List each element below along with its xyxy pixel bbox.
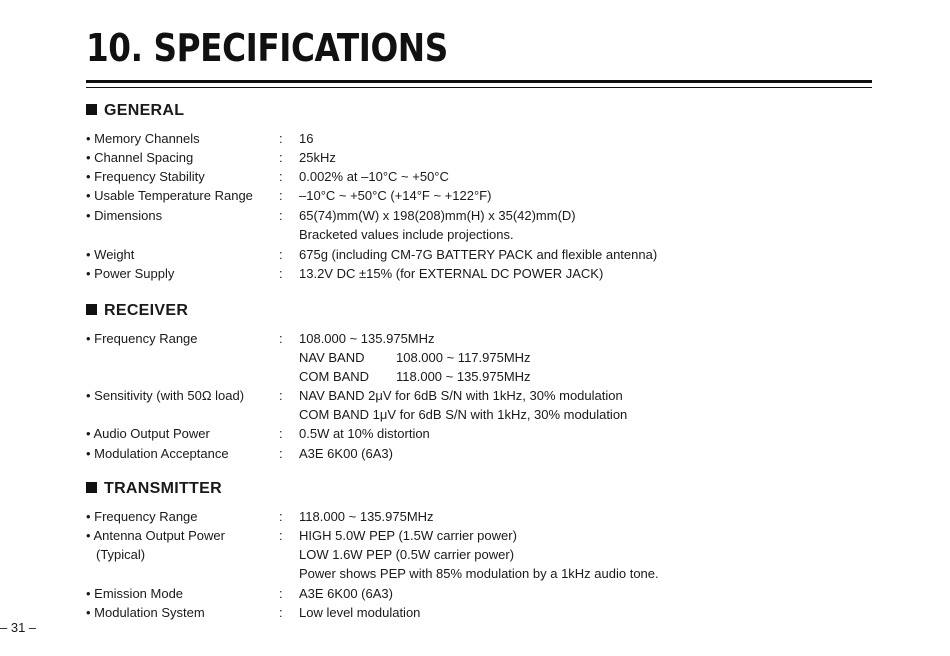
title-rule-thick	[86, 80, 872, 83]
separator: :	[279, 331, 283, 346]
spec-label: • Audio Output Power	[86, 426, 210, 441]
separator: :	[279, 446, 283, 461]
spec-label-sub: (Typical)	[96, 547, 146, 562]
spec-value: NAV BAND 2μV for 6dB S/N with 1kHz, 30% modulation	[299, 388, 623, 403]
band-label: COM BAND	[299, 369, 370, 384]
spec-value: 0.002% at –10°C ~ +50°C	[299, 169, 449, 184]
spec-value: 108.000 ~ 135.975MHz	[299, 331, 435, 346]
section-heading-text: RECEIVER	[104, 302, 189, 319]
section-heading-text: TRANSMITTER	[104, 480, 222, 497]
spec-value: 675g (including CM-7G BATTERY PACK and flexible antenna)	[299, 247, 658, 262]
spec-value: 65(74)mm(W) x 198(208)mm(H) x 35(42)mm(D)	[299, 208, 576, 223]
separator: :	[279, 150, 283, 165]
band-range: 108.000 ~ 117.975MHz	[396, 350, 531, 365]
separator: :	[279, 426, 283, 441]
spec-label: • Sensitivity (with 50Ω load)	[86, 388, 245, 403]
separator: :	[279, 266, 283, 281]
spec-label: • Usable Temperature Range	[86, 188, 253, 203]
square-bullet-icon	[86, 482, 97, 493]
separator: :	[279, 509, 283, 524]
spec-label: • Memory Channels	[86, 131, 200, 146]
page-number: – 31 –	[0, 620, 37, 635]
spec-label: • Frequency Range	[86, 509, 198, 524]
spec-value: 0.5W at 10% distortion	[299, 426, 430, 441]
separator: :	[279, 169, 283, 184]
separator: :	[279, 208, 283, 223]
separator: :	[279, 131, 283, 146]
title-rule-thin	[86, 87, 872, 88]
spec-label: • Antenna Output Power	[86, 528, 225, 543]
spec-label: • Frequency Range	[86, 331, 198, 346]
band-range: 118.000 ~ 135.975MHz	[396, 369, 531, 384]
section-heading-receiver	[86, 302, 188, 320]
section-heading-general	[86, 102, 184, 120]
spec-value: COM BAND 1μV for 6dB S/N with 1kHz, 30% modulation	[299, 407, 628, 422]
separator: :	[279, 528, 283, 543]
spec-label: • Dimensions	[86, 208, 163, 223]
separator: :	[279, 188, 283, 203]
separator: :	[279, 586, 283, 601]
section-heading-text: GENERAL	[104, 102, 185, 119]
spec-label: • Modulation System	[86, 605, 205, 620]
page-title: 10. SPECIFICATIONS	[86, 26, 448, 70]
spec-value: A3E 6K00 (6A3)	[299, 586, 393, 601]
square-bullet-icon	[86, 304, 97, 315]
spec-value: –10°C ~ +50°C (+14°F ~ +122°F)	[299, 188, 492, 203]
separator: :	[279, 388, 283, 403]
spec-label: • Channel Spacing	[86, 150, 194, 165]
band-label: NAV BAND	[299, 350, 365, 365]
spec-label: • Power Supply	[86, 266, 175, 281]
square-bullet-icon	[86, 104, 97, 115]
spec-label: • Weight	[86, 247, 135, 262]
spec-value: HIGH 5.0W PEP (1.5W carrier power)	[299, 528, 517, 543]
spec-note: Bracketed values include projections.	[299, 227, 514, 242]
spec-note: Power shows PEP with 85% modulation by a 1kHz audio tone.	[299, 566, 659, 581]
spec-value: Low level modulation	[299, 605, 421, 620]
spec-value: LOW 1.6W PEP (0.5W carrier power)	[299, 547, 515, 562]
spec-value: 118.000 ~ 135.975MHz	[299, 509, 434, 524]
separator: :	[279, 605, 283, 620]
spec-label: • Emission Mode	[86, 586, 184, 601]
separator: :	[279, 247, 283, 262]
spec-label: • Frequency Stability	[86, 169, 205, 184]
spec-value: 13.2V DC ±15% (for EXTERNAL DC POWER JACK)	[299, 266, 604, 281]
spec-value: A3E 6K00 (6A3)	[299, 446, 393, 461]
spec-label: • Modulation Acceptance	[86, 446, 229, 461]
spec-value: 25kHz	[299, 150, 336, 165]
section-heading-transmitter	[86, 480, 222, 498]
spec-value: 16	[299, 131, 314, 146]
